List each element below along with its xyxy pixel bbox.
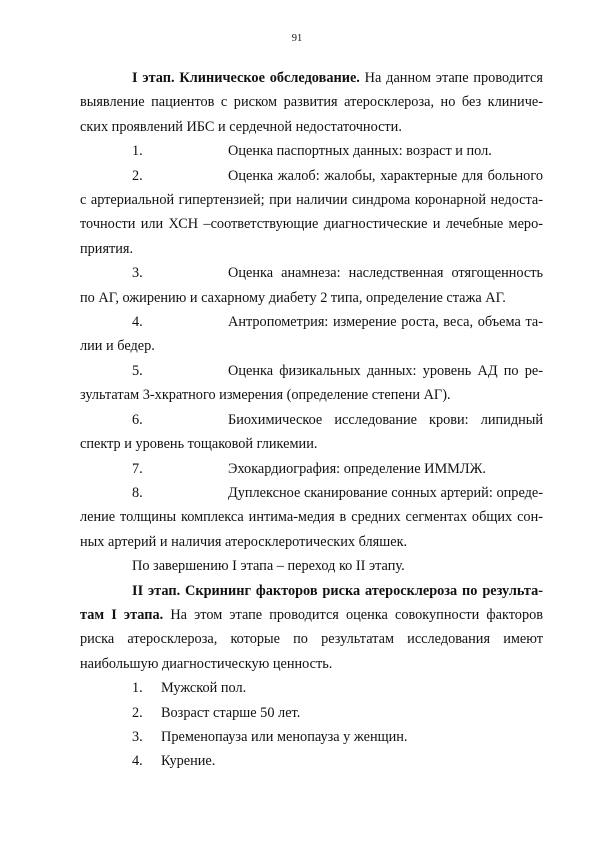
stage2-list [80,676,543,774]
item-text: Оценка жалоб: жалобы, характерные для больного с артериальной гипертензией; при наличии синдрома коронарной недоста-точности или ХСН –соответствующие диагностические и лечебные меро-приятия. [80,167,543,257]
item-text: Курение. [161,753,216,770]
item-number: 3. [132,265,143,282]
stage1-item-1 [80,139,543,163]
page-content [80,66,543,774]
stage1-item-4 [80,310,543,359]
stage1-item-3 [80,261,543,310]
stage1-item-6 [80,408,543,457]
item-number: 1. [132,680,143,697]
stage1-item-8 [80,481,543,554]
page-number: 91 [291,33,303,44]
stage1-item-5 [80,359,543,408]
stage1-intro: На данном этапе проводится выявление пациентов с риском развития атеросклероза, но без клиниче-ских проявлений ИБС и сердечной недостаточности. [80,70,543,135]
item-text: Эхокардиография: определение ИММЛЖ. [228,460,486,477]
item-text: Оценка анамнеза: наследственная отягощенность по АГ, ожирению и сахарному диабету 2 типа, определение стажа АГ. [80,265,543,306]
item-text: Возраст старше 50 лет. [161,704,301,721]
stage2-intro: На этом этапе проводится оценка совокупности факторов риска атеросклероза, которые по результатам исследования имеют наибольшую диагностическую ценность. [80,606,543,672]
stage2-paragraph [80,579,543,677]
item-text: Оценка паспортных данных: возраст и пол. [228,143,492,160]
stage1-conclusion: По завершению I этапа – переход ко II этапу. [132,558,405,575]
stage1-paragraph [80,66,543,139]
item-number: 2. [132,704,143,721]
stage2-item-4 [80,749,543,773]
item-number: 7. [132,460,143,477]
item-number: 2. [132,167,143,184]
item-text: Пременопауза или менопауза у женщин. [161,728,408,745]
item-number: 5. [132,362,143,379]
item-text: Биохимическое исследование крови: липидный спектр и уровень тощаковой гликемии. [80,411,543,453]
stage2-item-2 [80,701,543,725]
item-text: Оценка физикальных данных: уровень АД по ре-зультатам 3-хкратного измерения (определение степени АГ). [80,362,543,404]
item-number: 8. [132,484,143,501]
stage2-heading: II этап. Скрининг факторов риска атеросклероза по результа-там I этапа. [80,582,543,623]
stage1-heading: I этап. Клиническое обследование. [132,70,360,86]
item-text: Мужской пол. [161,680,247,697]
item-text: Дуплексное сканирование сонных артерий: опреде-ление толщины комплекса интима-медия в средних сегментах общих сон-ных артерий и наличия атеросклеротических бляшек. [80,484,543,550]
item-number: 4. [132,753,143,770]
stage2-item-1 [80,676,543,700]
item-number: 6. [132,411,143,428]
item-number: 3. [132,728,143,745]
stage2-item-3 [80,725,543,749]
item-number: 4. [132,314,143,331]
stage1-item-7 [80,457,543,481]
item-number: 1. [132,143,143,160]
stage1-item-2 [80,164,543,262]
item-text: Антропометрия: измерение роста, веса, объема та-лии и бедер. [80,314,543,355]
